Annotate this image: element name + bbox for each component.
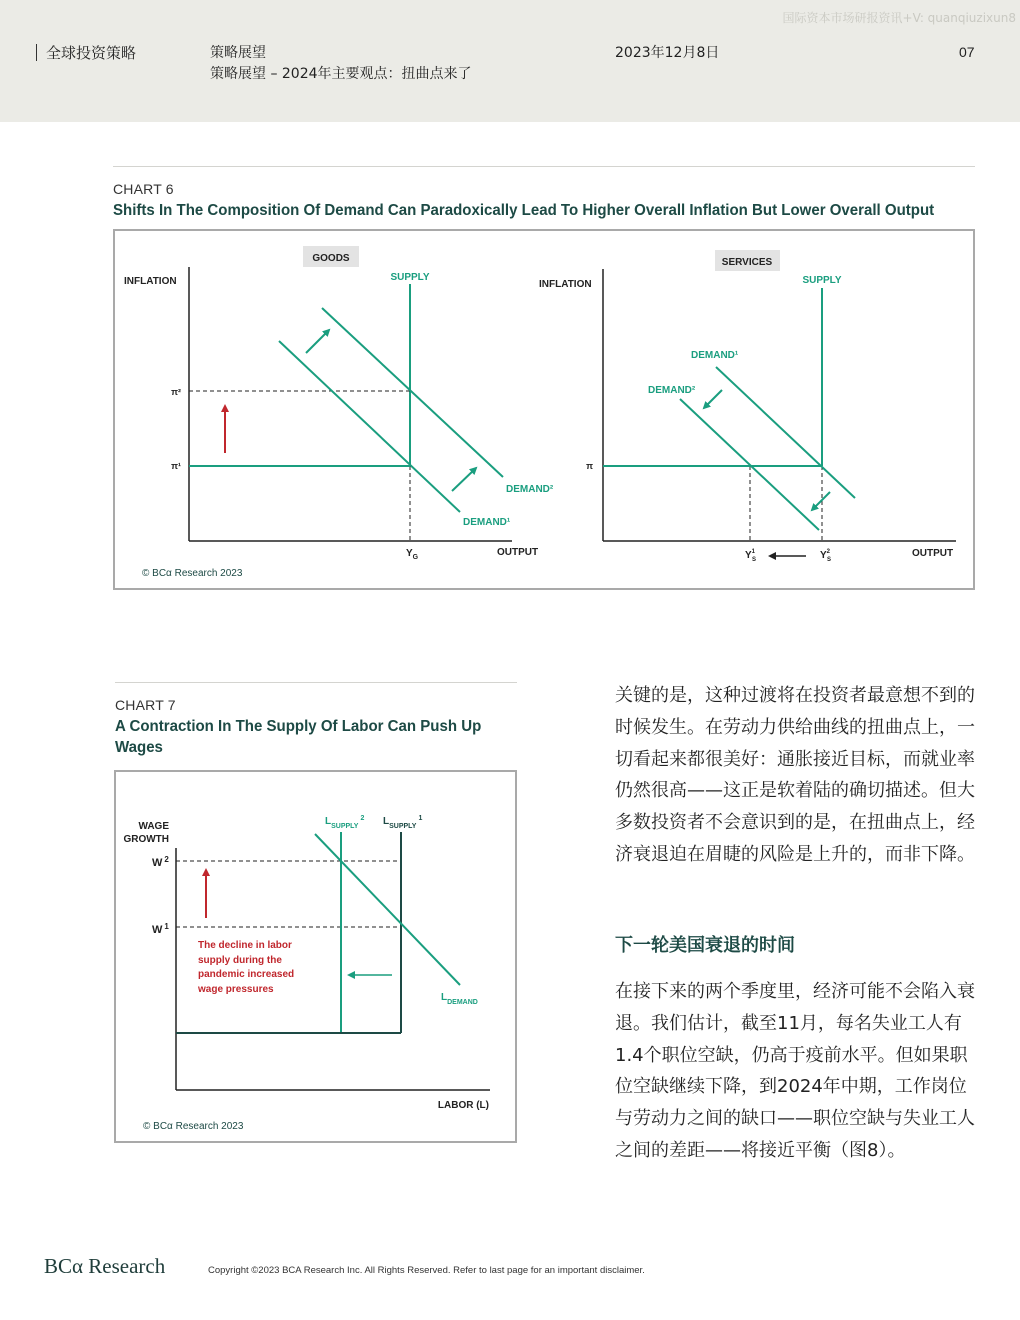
chart6-box <box>113 229 975 590</box>
chart6-title: Shifts In The Composition Of Demand Can Paradoxically Lead To Higher Overall Inflation But Lower Overall Output <box>113 202 935 219</box>
header-section: 策略展望 <box>210 45 266 61</box>
chart7-annotation-line1: The decline in labor <box>198 940 292 951</box>
page-number: 07 <box>959 44 975 60</box>
chart7-ldemand-label: $L_{DEMAND}$ <box>441 992 478 1006</box>
goods-yg-label: $Y_G$ <box>406 548 419 561</box>
services-shift-arrow-lower <box>812 492 830 510</box>
chart7-lsupply2-label: $L_{SUPPLY}^2$ <box>325 815 365 830</box>
services-panel-label: SERVICES <box>721 257 773 268</box>
chart7-credit: © BCα Research 2023 <box>143 1121 244 1132</box>
services-demand2-label: DEMAND² <box>648 385 696 396</box>
chart7-w2-label: W $^2$ <box>152 855 169 869</box>
goods-panel-label: GOODS <box>312 253 350 264</box>
goods-pi2-label: π² <box>171 387 181 397</box>
goods-demand1-curve <box>279 341 460 512</box>
services-pi-label: π <box>586 461 593 471</box>
header-divider <box>36 44 37 61</box>
header-brand: 全球投资策略 <box>46 44 137 62</box>
chart7-annotation-line3: pandemic increased <box>198 969 295 980</box>
section-subheading: 下一轮美国衰退的时间 <box>615 935 795 956</box>
chart7-top-rule <box>115 682 517 683</box>
chart7-xaxis-label: LABOR (L) <box>437 1100 489 1111</box>
goods-demand1-label: DEMAND¹ <box>463 517 511 528</box>
goods-yaxis-label: INFLATION <box>124 276 177 287</box>
chart7-w1-label: W $^1$ <box>152 922 169 936</box>
services-demand1-label: DEMAND¹ <box>691 350 739 361</box>
header-date: 2023年12月8日 <box>615 45 720 61</box>
goods-shift-arrow-upper <box>306 330 329 353</box>
goods-xaxis-label: OUTPUT <box>497 547 539 558</box>
chart7-lsupply1-label: $L_{SUPPLY}^1$ <box>383 815 423 830</box>
chart6-top-rule <box>113 166 975 167</box>
chart7-title: A Contraction In The Supply Of Labor Can Push Up Wages <box>115 718 482 756</box>
chart7-ylabel-growth: GROWTH <box>123 834 169 845</box>
goods-shift-arrow-lower <box>452 468 476 491</box>
watermark: 国际资本市场研报资讯+V: quanqiuzixun8 <box>782 11 1016 25</box>
chart6-credit: © BCα Research 2023 <box>142 568 243 579</box>
body-paragraph-2: 在接下来的两个季度里，经济可能不会陷入衰退。我们估计，截至11月，每名失业工人有1.4个职位空缺，仍高于疫前水平。但如果职位空缺继续下降，到2024年中期，工作岗位与劳动力之间的缺口——职位空缺与失业工人之间的差距——将接近平衡（图8）。 <box>615 981 975 1161</box>
chart7-label: CHART 7 <box>115 697 176 713</box>
chart7-diagram <box>116 772 515 1141</box>
chart7-ldemand-curve <box>315 834 460 985</box>
chart7-annotation-line2: supply during the <box>198 955 282 966</box>
services-yaxis-label: INFLATION <box>539 279 592 290</box>
chart7-ylabel-wage: WAGE <box>138 821 169 832</box>
footer-copyright: Copyright ©2023 BCA Research Inc. All Rights Reserved. Refer to last page for an important disclaimer. <box>208 1265 645 1276</box>
chart7-box <box>114 770 517 1143</box>
header-subtitle: 策略展望 – 2024年主要观点：扭曲点来了 <box>210 66 472 82</box>
services-ys1-label: $Y^1$ S <box>745 549 757 563</box>
page-header <box>0 0 1020 122</box>
services-ys2-label: $Y^2$ S <box>820 549 832 563</box>
goods-demand2-label: DEMAND² <box>506 484 554 495</box>
goods-supply-label: SUPPLY <box>390 272 430 283</box>
chart6-diagram <box>115 231 973 588</box>
chart6-label: CHART 6 <box>113 181 174 197</box>
goods-demand2-curve <box>322 308 503 477</box>
chart7-annotation-line4: wage pressures <box>198 984 274 995</box>
services-supply-label: SUPPLY <box>802 275 842 286</box>
services-demand1-curve <box>716 367 855 498</box>
footer-logo: BCα Research <box>44 1254 166 1278</box>
services-shift-arrow-upper <box>704 390 722 408</box>
services-xaxis-label: OUTPUT <box>912 548 954 559</box>
goods-pi1-label: π¹ <box>171 461 181 471</box>
body-paragraph-1: 关键的是，这种过渡将在投资者最意想不到的时候发生。在劳动力供给曲线的扭曲点上，一切看起来都很美好：通胀接近目标，而就业率仍然很高——这正是软着陆的确切描述。但大多数投资者不会意识到的是，在扭曲点上，经济衰退迫在眉睫的风险是上升的，而非下降。 <box>615 685 975 865</box>
